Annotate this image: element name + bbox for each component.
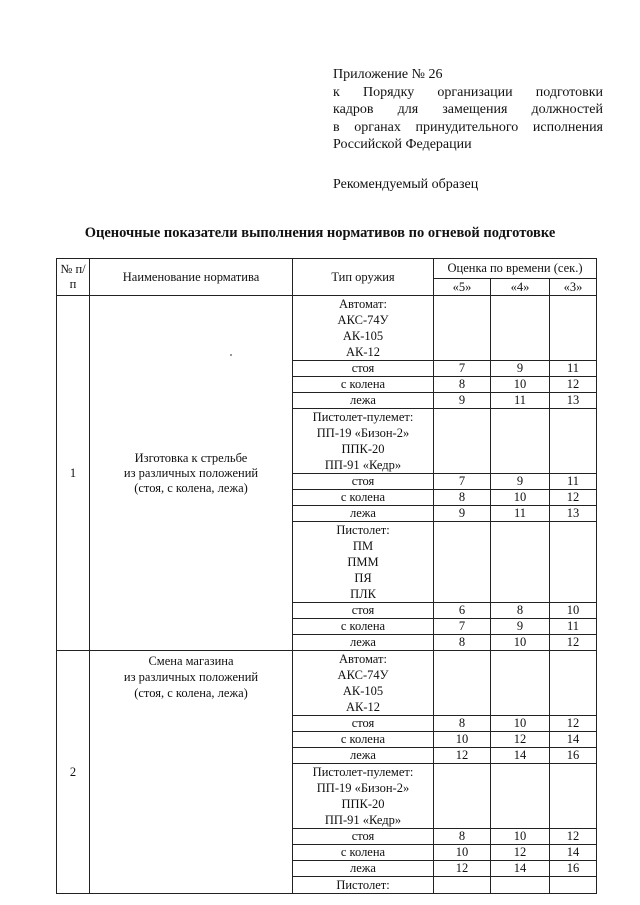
- weapon-list: [293, 877, 434, 894]
- grade-4-cell: 10: [491, 635, 550, 651]
- grade-5-cell: 9: [434, 393, 491, 409]
- grade-5-cell: 8: [434, 716, 491, 732]
- weapon-name: АКС-74У: [337, 668, 389, 682]
- header-name: Наименование норматива: [90, 259, 293, 296]
- empty-score-cell: [491, 296, 550, 361]
- position-cell: стоя: [293, 716, 434, 732]
- grade-4-cell: 14: [491, 748, 550, 764]
- empty-score-cell: [434, 651, 491, 716]
- norm-name-line: Изготовка к стрельбе: [134, 450, 248, 465]
- position-cell: лежа: [293, 748, 434, 764]
- weapon-list: [293, 522, 434, 603]
- weapon-name: АКС-74У: [337, 313, 389, 327]
- header-score: Оценка по времени (сек.): [434, 259, 597, 279]
- grade-3-cell: 13: [550, 506, 597, 522]
- position-cell: стоя: [293, 829, 434, 845]
- norm-name-line: из различных положений: [123, 670, 259, 684]
- position-cell: с колена: [293, 619, 434, 635]
- grade-5-cell: 8: [434, 829, 491, 845]
- weapon-name: ПЛК: [350, 587, 376, 601]
- grade-4-cell: 9: [491, 474, 550, 490]
- appendix-line: Российской Федерации: [333, 137, 472, 152]
- grade-5-cell: 8: [434, 635, 491, 651]
- grade-4-cell: 14: [491, 861, 550, 877]
- weapon-name: АК-105: [342, 684, 384, 698]
- grade-3-cell: 12: [550, 716, 597, 732]
- norm-name-line: Смена магазина: [148, 654, 234, 668]
- weapon-name: ПММ: [347, 555, 379, 569]
- grade-4-cell: 9: [491, 619, 550, 635]
- document-title: Оценочные показатели выполнения нормативов по огневой подготовке: [84, 225, 556, 241]
- position-cell: стоя: [293, 603, 434, 619]
- position-cell: стоя: [293, 474, 434, 490]
- grade-5-cell: 12: [434, 861, 491, 877]
- grade-3-cell: 12: [550, 635, 597, 651]
- weapon-list: [293, 409, 434, 474]
- weapon-name: ПЯ: [354, 571, 372, 585]
- weapon-name: АК-12: [345, 345, 381, 359]
- grade-3-cell: 11: [550, 361, 597, 377]
- norms-table-body: [57, 296, 597, 894]
- grade-4-cell: 10: [491, 716, 550, 732]
- norms-table: [56, 258, 597, 894]
- grade-3-cell: 11: [550, 474, 597, 490]
- empty-score-cell: [434, 296, 491, 361]
- grade-3-cell: 16: [550, 861, 597, 877]
- grade-5-cell: 8: [434, 490, 491, 506]
- norm-name: [90, 296, 293, 651]
- grade-4-cell: 8: [491, 603, 550, 619]
- weapon-name: ПП-19 «Бизон-2»: [316, 781, 410, 795]
- position-cell: с колена: [293, 490, 434, 506]
- grade-5-cell: 7: [434, 474, 491, 490]
- weapon-name: Пистолет:: [336, 878, 390, 892]
- grade-5-cell: 7: [434, 361, 491, 377]
- weapon-group-row: [57, 296, 597, 361]
- grade-4-cell: 11: [491, 506, 550, 522]
- header-grade-4: «4»: [491, 279, 550, 296]
- grade-4-cell: 11: [491, 393, 550, 409]
- weapon-name: Пистолет:: [336, 523, 390, 537]
- weapon-list: [293, 296, 434, 361]
- weapon-name: АК-105: [342, 329, 384, 343]
- appendix-number: Приложение № 26: [333, 67, 443, 82]
- header-number: № п/п: [57, 259, 90, 296]
- position-cell: с колена: [293, 732, 434, 748]
- grade-5-cell: 12: [434, 748, 491, 764]
- grade-4-cell: 9: [491, 361, 550, 377]
- grade-3-cell: 11: [550, 619, 597, 635]
- weapon-group-row: [57, 651, 597, 716]
- empty-score-cell: [550, 877, 597, 894]
- appendix-line: в органах принудительного исполнения: [333, 119, 603, 135]
- norm-number: 2: [57, 651, 90, 894]
- position-cell: лежа: [293, 506, 434, 522]
- grade-5-cell: 8: [434, 377, 491, 393]
- empty-score-cell: [491, 651, 550, 716]
- empty-score-cell: [434, 409, 491, 474]
- grade-3-cell: 14: [550, 845, 597, 861]
- sample-note: Рекомендуемый образец: [333, 176, 479, 192]
- weapon-name: Пистолет-пулемет:: [312, 765, 414, 779]
- grade-5-cell: 10: [434, 845, 491, 861]
- grade-3-cell: 12: [550, 490, 597, 506]
- grade-3-cell: 14: [550, 732, 597, 748]
- empty-score-cell: [434, 522, 491, 603]
- appendix-line: кадров для замещения должностей: [333, 102, 603, 117]
- empty-score-cell: [550, 651, 597, 716]
- weapon-name: ПП-91 «Кедр»: [324, 813, 402, 827]
- position-cell: лежа: [293, 861, 434, 877]
- empty-score-cell: [550, 764, 597, 829]
- grade-3-cell: 13: [550, 393, 597, 409]
- norm-name: [90, 651, 293, 894]
- grade-5-cell: 10: [434, 732, 491, 748]
- grade-4-cell: 10: [491, 377, 550, 393]
- empty-score-cell: [491, 764, 550, 829]
- weapon-name: АК-12: [345, 700, 381, 714]
- empty-score-cell: [491, 877, 550, 894]
- grade-5-cell: 6: [434, 603, 491, 619]
- position-cell: с колена: [293, 845, 434, 861]
- norm-number: 1: [57, 296, 90, 651]
- empty-score-cell: [434, 877, 491, 894]
- empty-score-cell: [550, 522, 597, 603]
- weapon-name: Автомат:: [339, 297, 387, 311]
- weapon-name: ПМ: [352, 539, 374, 553]
- appendix-line: к Порядку организации подготовки: [333, 84, 603, 100]
- weapon-list: [293, 651, 434, 716]
- empty-score-cell: [491, 522, 550, 603]
- weapon-name: ППК-20: [341, 442, 385, 456]
- weapon-name: ППК-20: [341, 797, 385, 811]
- weapon-name: Пистолет-пулемет:: [312, 410, 414, 424]
- grade-3-cell: 16: [550, 748, 597, 764]
- weapon-name: Автомат:: [339, 652, 387, 666]
- header-grade-3: «3»: [550, 279, 597, 296]
- grade-4-cell: 10: [491, 829, 550, 845]
- grade-4-cell: 12: [491, 845, 550, 861]
- grade-3-cell: 12: [550, 377, 597, 393]
- header-weapon-type: Тип оружия: [293, 259, 434, 296]
- position-cell: стоя: [293, 361, 434, 377]
- position-cell: лежа: [293, 635, 434, 651]
- weapon-list: [293, 764, 434, 829]
- grade-5-cell: 7: [434, 619, 491, 635]
- grade-3-cell: 10: [550, 603, 597, 619]
- empty-score-cell: [550, 409, 597, 474]
- header-grade-5: «5»: [434, 279, 491, 296]
- weapon-name: ПП-19 «Бизон-2»: [316, 426, 410, 440]
- grade-5-cell: 9: [434, 506, 491, 522]
- grade-4-cell: 10: [491, 490, 550, 506]
- position-cell: с колена: [293, 377, 434, 393]
- norm-name-line: (стоя, с колена, лежа): [134, 480, 248, 495]
- grade-3-cell: 12: [550, 829, 597, 845]
- grade-4-cell: 12: [491, 732, 550, 748]
- empty-score-cell: [550, 296, 597, 361]
- norm-name-line: (стоя, с колена, лежа): [134, 686, 248, 700]
- appendix-block: [333, 66, 603, 193]
- empty-score-cell: [434, 764, 491, 829]
- empty-score-cell: [491, 409, 550, 474]
- position-cell: лежа: [293, 393, 434, 409]
- weapon-name: ПП-91 «Кедр»: [324, 458, 402, 472]
- norm-name-line: из различных положений: [123, 465, 259, 480]
